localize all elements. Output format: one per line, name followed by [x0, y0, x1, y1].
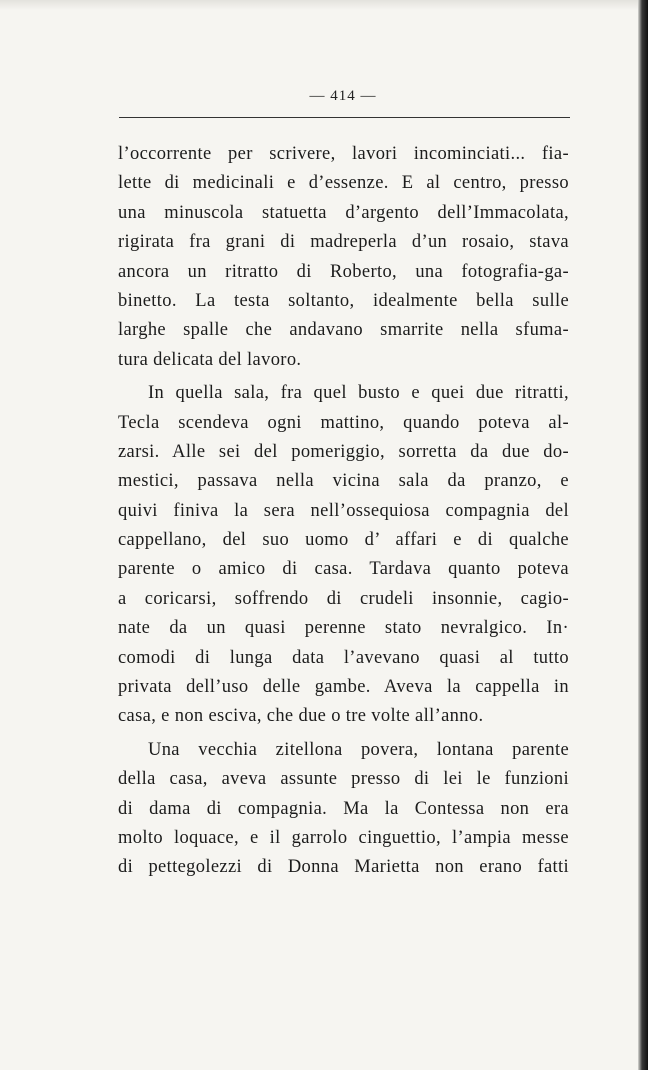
paragraph-start-line: In quella sala, fra quel busto e quei due ritratti,: [148, 383, 569, 404]
text-line: una minuscola statuetta d’argento dell’Immacolata,: [118, 202, 569, 223]
paragraph-start-line: Una vecchia zitellona povera, lontana parente: [148, 739, 569, 760]
text-line: mestici, passava nella vicina sala da pranzo, e: [118, 471, 569, 492]
text-line: comodi di lunga data l’avevano quasi al tutto: [118, 647, 569, 668]
text-line: quivi finiva la sera nell’ossequiosa compagnia del: [118, 500, 569, 521]
page-binding-edge: [638, 0, 648, 1070]
text-line: a coricarsi, soffrendo di crudeli insonnie, cagio-: [118, 588, 569, 609]
text-line: molto loquace, e il garrolo cinguettio, l’ampia messe: [118, 827, 569, 848]
text-line: zarsi. Alle sei del pomeriggio, sorretta da due do-: [118, 441, 569, 462]
text-line: tura delicata del lavoro.: [118, 349, 302, 370]
header-rule: [119, 117, 570, 118]
page-number: — 414 —: [309, 88, 377, 104]
text-line: ancora un ritratto di Roberto, una fotografia-ga-: [118, 261, 569, 282]
body-text: [118, 140, 569, 883]
text-line: della casa, aveva assunte presso di lei le funzioni: [118, 769, 569, 790]
page-top-shadow: [0, 0, 648, 10]
text-line: nate da un quasi perenne stato nevralgico. In·: [118, 618, 569, 639]
text-line: privata dell’uso delle gambe. Aveva la cappella in: [118, 677, 569, 698]
text-line: di pettegolezzi di Donna Marietta non erano fatti: [118, 857, 569, 878]
text-line: l’occorrente per scrivere, lavori incominciati... fia-: [118, 144, 569, 164]
text-line: parente o amico di casa. Tardava quanto poteva: [118, 559, 569, 580]
text-line: di dama di compagnia. Ma la Contessa non era: [118, 798, 569, 819]
text-line: binetto. La testa soltanto, idealmente bella sulle: [118, 290, 569, 311]
text-line: casa, e non esciva, che due o tre volte all’anno.: [118, 706, 484, 727]
text-line: cappellano, del suo uomo d’ affari e di qualche: [118, 530, 569, 551]
text-line: Tecla scendeva ogni mattino, quando poteva al-: [118, 412, 569, 433]
text-line: larghe spalle che andavano smarrite nella sfuma-: [118, 320, 569, 341]
text-line: lette di medicinali e d’essenze. E al centro, presso: [118, 173, 569, 194]
text-line: rigirata fra grani di madreperla d’un rosaio, stava: [118, 232, 569, 253]
